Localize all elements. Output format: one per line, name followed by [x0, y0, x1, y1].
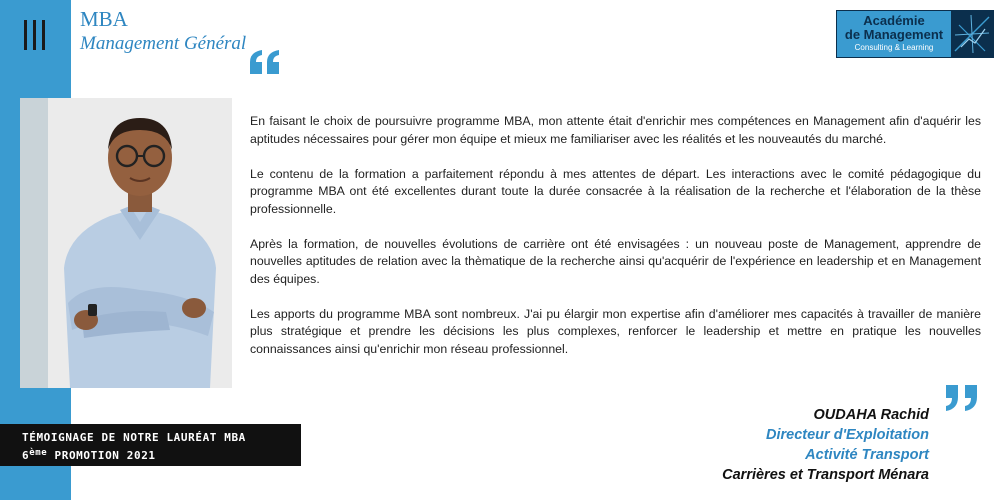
laureate-company: Carrières et Transport Ménara	[722, 467, 929, 483]
testimonial-paragraph-1: En faisant le choix de poursuivre programme MBA, mon attente était d'enrichir mes compétences en Management afin d'aquérir les aptitudes nécessaires pour gérer mon équipe et mieux me familiariser avec les réalités et les nouveautés du marché.	[250, 114, 981, 146]
logo-line-1: Académie	[863, 13, 925, 28]
logo-tagline: Consulting & Learning	[854, 43, 934, 52]
banner-ordinal-suffix: ème	[29, 448, 48, 458]
logo-line-2: de Management	[844, 27, 944, 42]
quote-close-icon	[946, 385, 978, 416]
menu-icon[interactable]	[24, 20, 50, 50]
program-subtitle: Management Général	[80, 33, 247, 54]
signature-block	[722, 405, 929, 485]
testimonial-paragraph-2: Le contenu de la formation a parfaitement répondu à mes attentes de départ. Les interactions avec le comité pédagogique du programme MBA ont été excellentes durant toute la durée consacrée à la réalisation de la recherche et l'élaboration de la thèse professionnelle.	[250, 166, 981, 216]
testimonial-paragraph-3: Après la formation, de nouvelles évolutions de carrière ont été envisagées : un nouveau poste de Management, apprendre de nouvelles aptitudes de relation avec la thèmatique de la recherche ainsi qu'acquérir de l'expérience en leadership et en Management des équipes.	[250, 236, 981, 286]
banner-ordinal: 6	[22, 449, 30, 462]
testimonial-body	[250, 113, 981, 376]
testimonial-paragraph-4: Les apports du programme MBA sont nombreux. J'ai pu élargir mon expertise afin d'améliorer mes capacités à travailler de manière plus stratégique et prendre les décisions les plus complexes, renforcer le leadership et mettre en pratique les nouvelles connaissances ainsi qu'enrichir mon réseau professionnel.	[250, 306, 981, 356]
banner-line-2	[22, 448, 156, 462]
laureate-department: Activité Transport	[805, 447, 929, 463]
laureate-banner	[0, 424, 301, 466]
laureate-name: OUDAHA Rachid	[813, 407, 929, 423]
logo-emblem	[951, 11, 993, 57]
academy-logo	[836, 10, 994, 58]
laureate-job-title: Directeur d'Exploitation	[766, 427, 929, 443]
banner-promotion: PROMOTION 2021	[47, 449, 156, 462]
laureate-photo	[48, 98, 232, 388]
quote-open-icon	[250, 50, 280, 79]
program-title: MBA	[80, 7, 128, 31]
banner-line-1: TÉMOIGNAGE DE NOTRE LAURÉAT MBA	[22, 431, 246, 444]
logo-text-block	[837, 11, 951, 57]
